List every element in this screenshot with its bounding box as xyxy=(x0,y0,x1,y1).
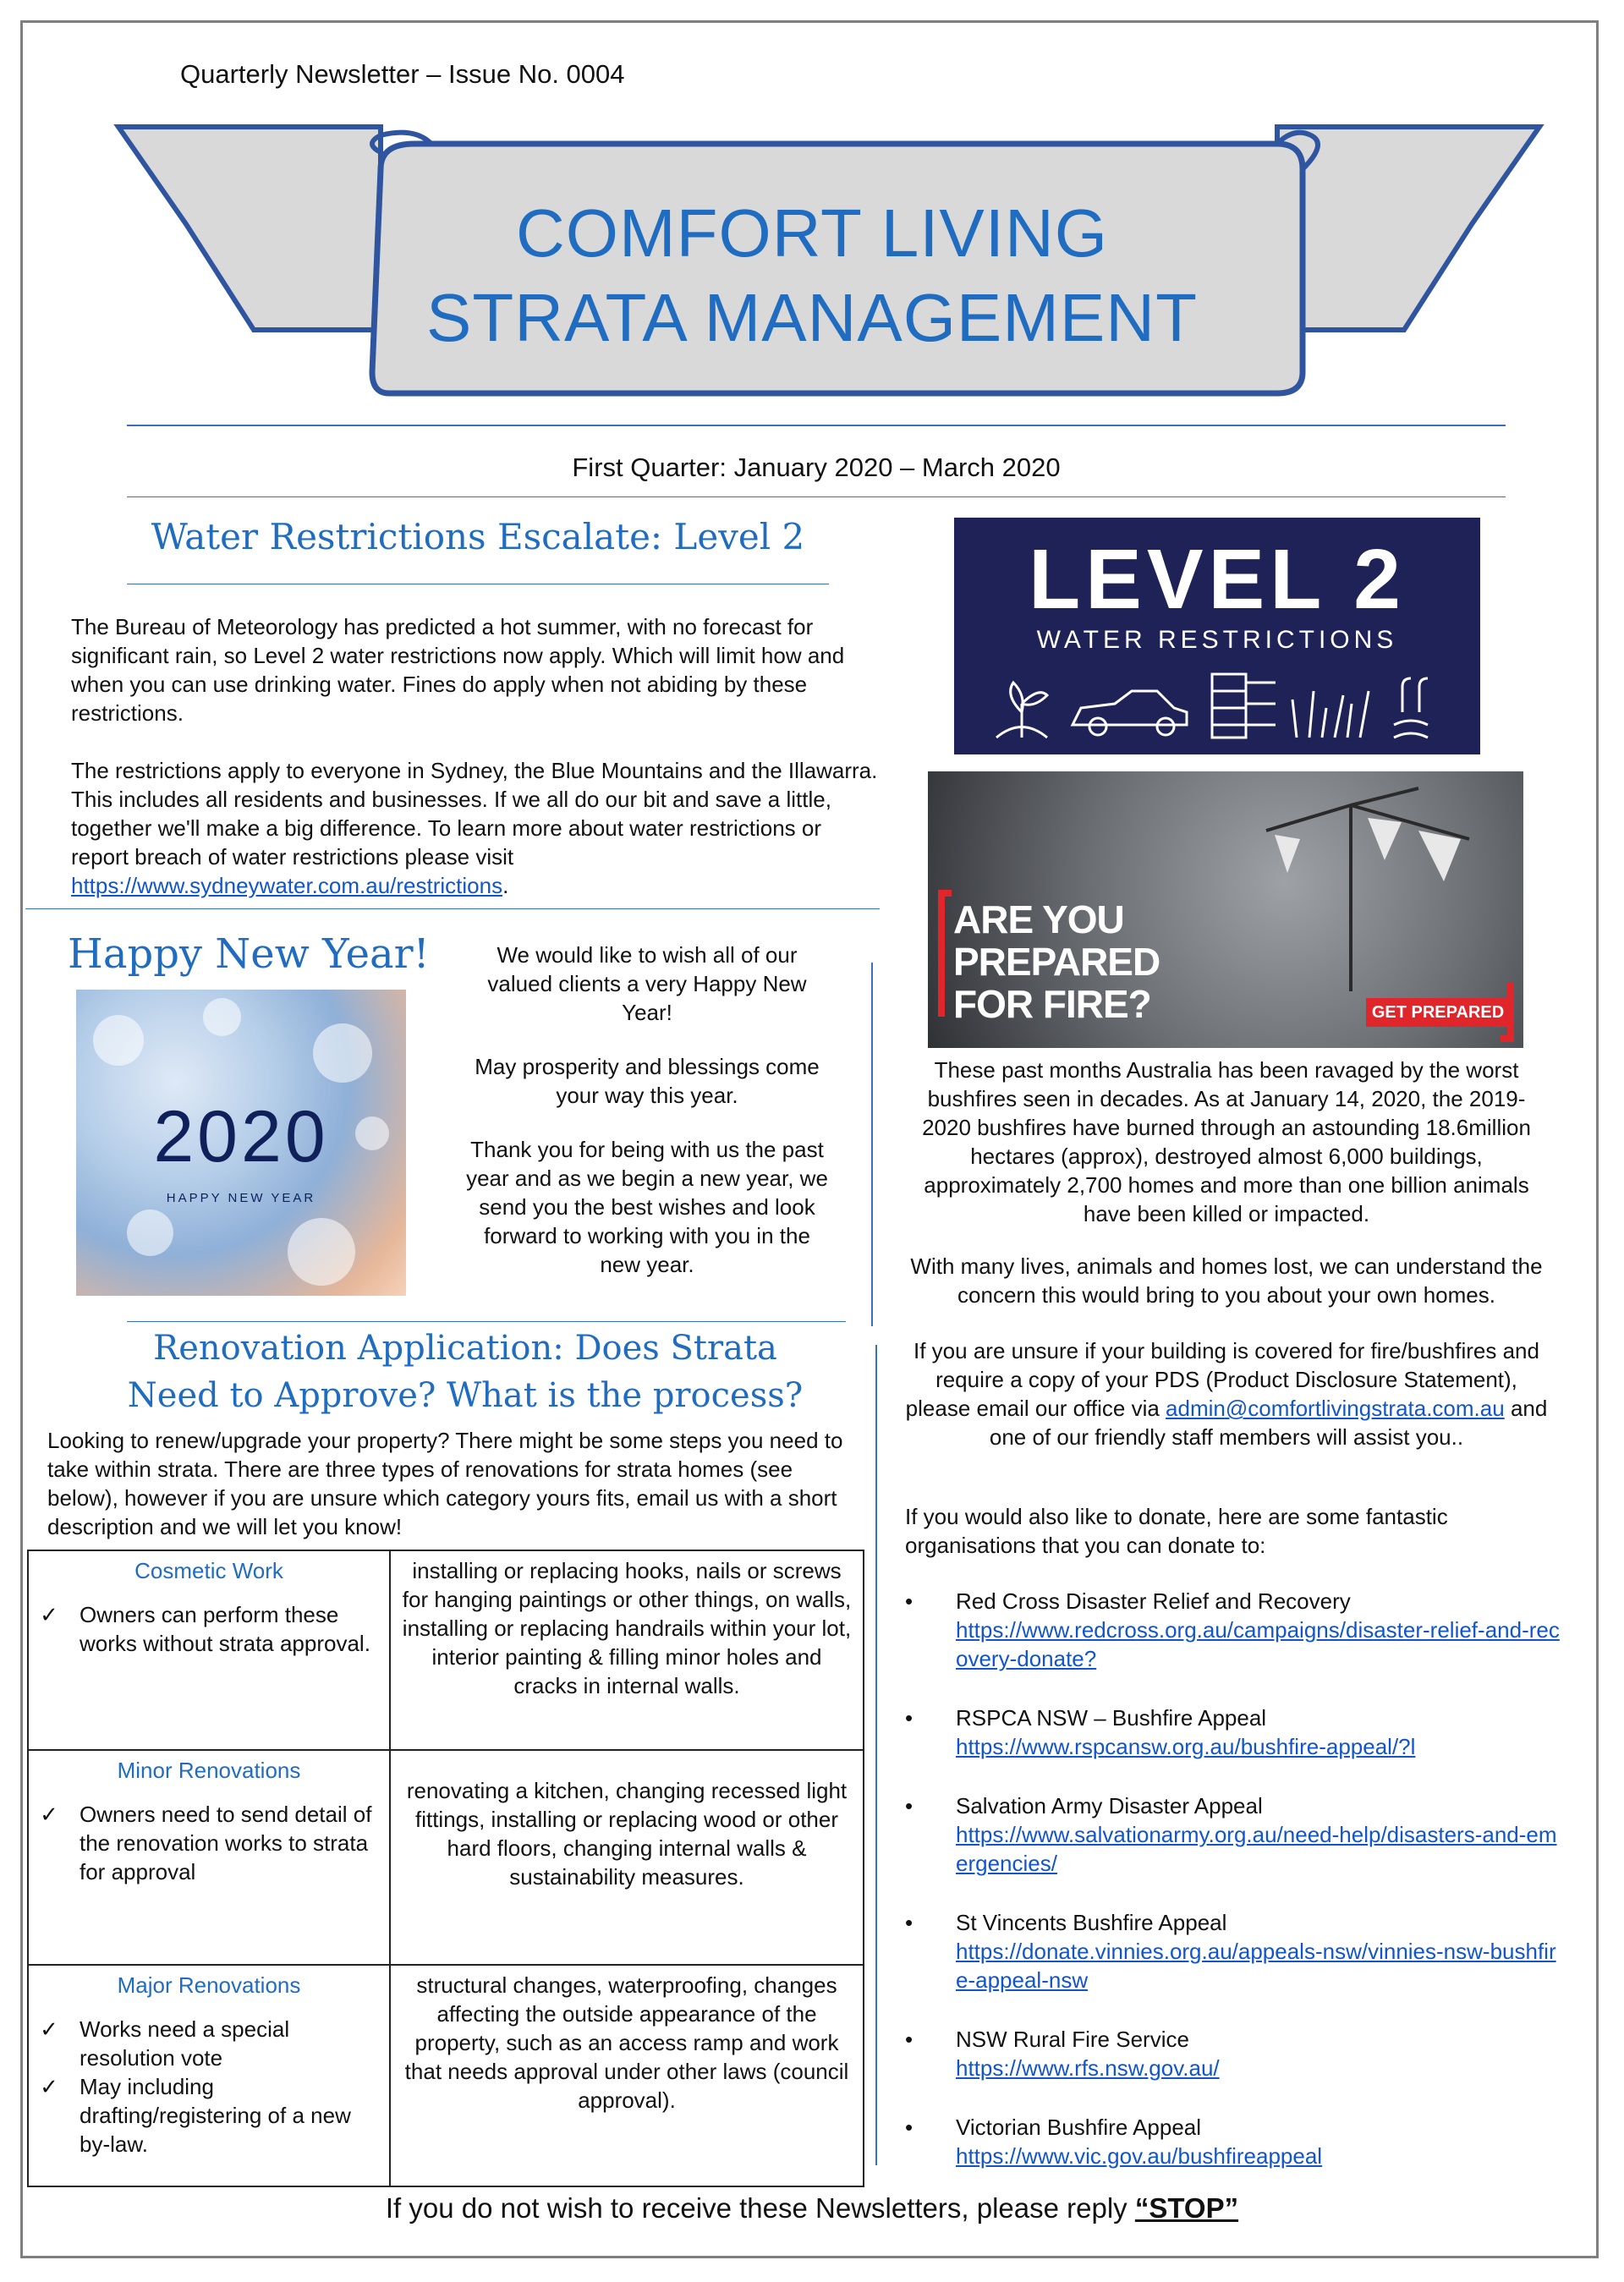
bullet-icon: • xyxy=(905,1588,914,1614)
bullet-icon: • xyxy=(905,1793,914,1818)
approval-point xyxy=(36,1800,382,1886)
check-icon: ✓ xyxy=(40,2016,58,2042)
water-section-rule xyxy=(25,908,880,909)
examples-cell: installing or replacing hooks, nails or screws for hanging paintings or other things, on walls, installing or replacing handrails within your lot, interior painting & filling minor holes and cracks in internal walls. xyxy=(390,1550,864,1750)
examples-cell: structural changes, waterproofing, changes affecting the outside appearance of the property, such as an access ramp and work that needs approval under other laws (council approval). xyxy=(390,1965,864,2186)
table-row-cosmetic xyxy=(28,1550,864,1750)
header-rule xyxy=(127,425,1506,426)
approval-point xyxy=(36,1600,382,1658)
approval-point xyxy=(36,2015,382,2072)
org-link[interactable]: https://donate.vinnies.org.au/appeals-nsw/vinnies-nsw-bushfire-appeal-nsw xyxy=(956,1939,1556,1993)
prepared-for-fire-image xyxy=(928,771,1523,1048)
renovation-heading-line-1: Renovation Application: Does Strata xyxy=(153,1329,777,1368)
table-row-major xyxy=(28,1965,864,2186)
happy-new-year-image xyxy=(76,990,406,1296)
check-icon: ✓ xyxy=(40,2074,58,2099)
category-title: Cosmetic Work xyxy=(134,1558,283,1583)
category-title: Minor Renovations xyxy=(117,1758,301,1783)
new-year-paragraph-2: May prosperity and blessings come your way this year. xyxy=(475,1054,820,1108)
check-icon: ✓ xyxy=(40,1602,58,1627)
org-link[interactable]: https://www.redcross.org.au/campaigns/disaster-relief-and-recovery-donate? xyxy=(956,1617,1560,1671)
new-year-paragraph-3: Thank you for being with us the past year and as we begin a new year, we send you the best wishes and look forward to working with you in the new year. xyxy=(466,1137,828,1277)
org-name: St Vincents Bushfire Appeal xyxy=(956,1910,1227,1935)
approval-point-text: Owners can perform these works without strata approval. xyxy=(80,1602,370,1656)
list-item xyxy=(905,1703,1565,1761)
new-year-heading: Happy New Year! xyxy=(68,930,430,978)
approval-point-text: May including drafting/registering of a new by-law. xyxy=(80,2074,351,2157)
bullet-icon: • xyxy=(905,1910,914,1935)
unsubscribe-footer xyxy=(85,2192,1539,2224)
fire-column-rule xyxy=(875,1345,877,2165)
unsubscribe-text: If you do not wish to receive these Newsletters, please reply xyxy=(385,2192,1127,2224)
level2-image-title: LEVEL 2 xyxy=(1029,532,1406,627)
water-paragraph-1: The Bureau of Meteorology has predicted a hot summer, with no forecast for significant rain, so Level 2 water restrictions now apply. Which will limit how and when you can use drinking water. Fines do apply when not abiding by these restrictions. xyxy=(71,614,845,726)
list-item xyxy=(905,2025,1565,2082)
donation-list xyxy=(905,1587,1565,2201)
water-use-icons xyxy=(988,666,1445,742)
fire-image-headline xyxy=(953,898,1160,1025)
water-paragraph-2-text: The restrictions apply to everyone in Sydney, the Blue Mountains and the Illawarra. This includes all residents and businesses. If we all do our bit and save a little, together we'll make a big difference. To learn more about water restrictions or report breach of water restrictions please visit xyxy=(71,758,878,869)
sydney-water-link[interactable]: https://www.sydneywater.com.au/restrictions xyxy=(71,873,503,898)
pds-request-text: If you are unsure if your building is covered for fire/bushfires and require a copy of your PDS (Product Disclosure Statement), please email our office via xyxy=(905,1338,1539,1421)
renovation-heading xyxy=(85,1325,846,1419)
fire-image-line-1: ARE YOU xyxy=(953,897,1124,941)
level2-water-restrictions-image xyxy=(954,518,1480,754)
org-link[interactable]: https://www.salvationarmy.org.au/need-help/disasters-and-emergencies/ xyxy=(956,1822,1557,1876)
title-line-2: STRATA MANAGEMENT xyxy=(426,280,1198,355)
pds-request-suffix: and one of our friendly staff members will assist you.. xyxy=(989,1396,1548,1450)
renovation-table xyxy=(27,1550,864,2187)
bullet-icon: • xyxy=(905,1705,914,1731)
renovation-heading-line-2: Need to Approve? What is the process? xyxy=(127,1376,804,1415)
org-name: Victorian Bushfire Appeal xyxy=(956,2115,1202,2140)
list-item xyxy=(905,1587,1565,1673)
org-name: RSPCA NSW – Bushfire Appeal xyxy=(956,1705,1267,1731)
category-cell xyxy=(28,1550,390,1750)
fire-image-line-3: FOR FIRE? xyxy=(953,982,1151,1026)
list-item xyxy=(905,1908,1565,1994)
table-row-minor xyxy=(28,1750,864,1965)
stop-keyword: “STOP” xyxy=(1134,2192,1239,2224)
bushfire-paragraph-3 xyxy=(905,1336,1548,1451)
new-year-section-rule xyxy=(127,1321,846,1322)
check-icon: ✓ xyxy=(40,1802,58,1827)
org-name: Salvation Army Disaster Appeal xyxy=(956,1793,1263,1818)
title-line-1: COMFORT LIVING xyxy=(515,195,1108,271)
org-name: Red Cross Disaster Relief and Recovery xyxy=(956,1588,1351,1614)
level2-image-subtitle: WATER RESTRICTIONS xyxy=(1036,626,1398,654)
renovation-intro: Looking to renew/upgrade your property? There might be some steps you need to take within strata. There are three types of renovations for strata homes (see below), however if you are unsure which category yours fits, email us with a short description and we will let you know! xyxy=(47,1428,843,1539)
admin-email-link[interactable]: admin@comfortlivingstrata.com.au xyxy=(1166,1396,1505,1421)
clothesline-graphic xyxy=(1249,780,1520,1000)
category-title: Major Renovations xyxy=(117,1972,301,1998)
approval-point xyxy=(36,2072,382,2159)
water-paragraph-2 xyxy=(71,756,883,900)
issue-number: Quarterly Newsletter – Issue No. 0004 xyxy=(180,59,625,89)
fire-image-line-2: PREPARED xyxy=(953,940,1160,984)
bushfire-paragraph-2: With many lives, animals and homes lost, we can understand the concern this would bring to you about your own homes. xyxy=(910,1253,1543,1308)
bullet-icon: • xyxy=(905,2115,914,2140)
org-link[interactable]: https://www.vic.gov.au/bushfireappeal xyxy=(956,2143,1323,2169)
water-heading: Water Restrictions Escalate: Level 2 xyxy=(151,516,805,557)
donate-intro: If you would also like to donate, here are some fantastic organisations that you can donate to: xyxy=(905,1504,1448,1558)
red-corner-bracket-2 xyxy=(1501,983,1514,1042)
new-year-paragraph-1: We would like to wish all of our valued clients a very Happy New Year! xyxy=(487,942,807,1025)
water-link-suffix: . xyxy=(502,873,509,898)
category-cell xyxy=(28,1965,390,2186)
list-item xyxy=(905,1791,1565,1878)
approval-point-text: Owners need to send detail of the renovation works to strata for approval xyxy=(80,1802,372,1884)
examples-cell: renovating a kitchen, changing recessed light fittings, installing or replacing wood or other hard floors, changing internal walls & sustainability measures. xyxy=(390,1750,864,1965)
bushfire-paragraph-1: These past months Australia has been ravaged by the worst bushfires seen in decades. As at January 14, 2020, the 2019-2020 bushfires have burned through an astounding 18.6million hectares (approx), destroyed almost 6,000 buildings, approximately 2,700 homes and more than one billion animals have been killed or impacted. xyxy=(922,1057,1531,1226)
org-name: NSW Rural Fire Service xyxy=(956,2027,1189,2052)
get-prepared-badge: GET PREPARED xyxy=(1366,998,1510,1027)
new-year-vertical-rule xyxy=(871,963,873,1326)
red-corner-bracket xyxy=(938,890,952,1017)
bullet-icon: • xyxy=(905,2027,914,2052)
org-link[interactable]: https://www.rspcansw.org.au/bushfire-appeal/?l xyxy=(956,1734,1416,1759)
approval-point-text: Works need a special resolution vote xyxy=(80,2016,290,2071)
org-link[interactable]: https://www.rfs.nsw.gov.au/ xyxy=(956,2055,1220,2081)
category-cell xyxy=(28,1750,390,1965)
header-rule-2 xyxy=(127,496,1506,497)
new-year-message xyxy=(465,941,829,1279)
image-year: 2020 xyxy=(153,1096,329,1177)
list-item xyxy=(905,2113,1565,2170)
image-caption: HAPPY NEW YEAR xyxy=(166,1191,316,1205)
quarter-dates: First Quarter: January 2020 – March 2020 xyxy=(572,453,1061,482)
